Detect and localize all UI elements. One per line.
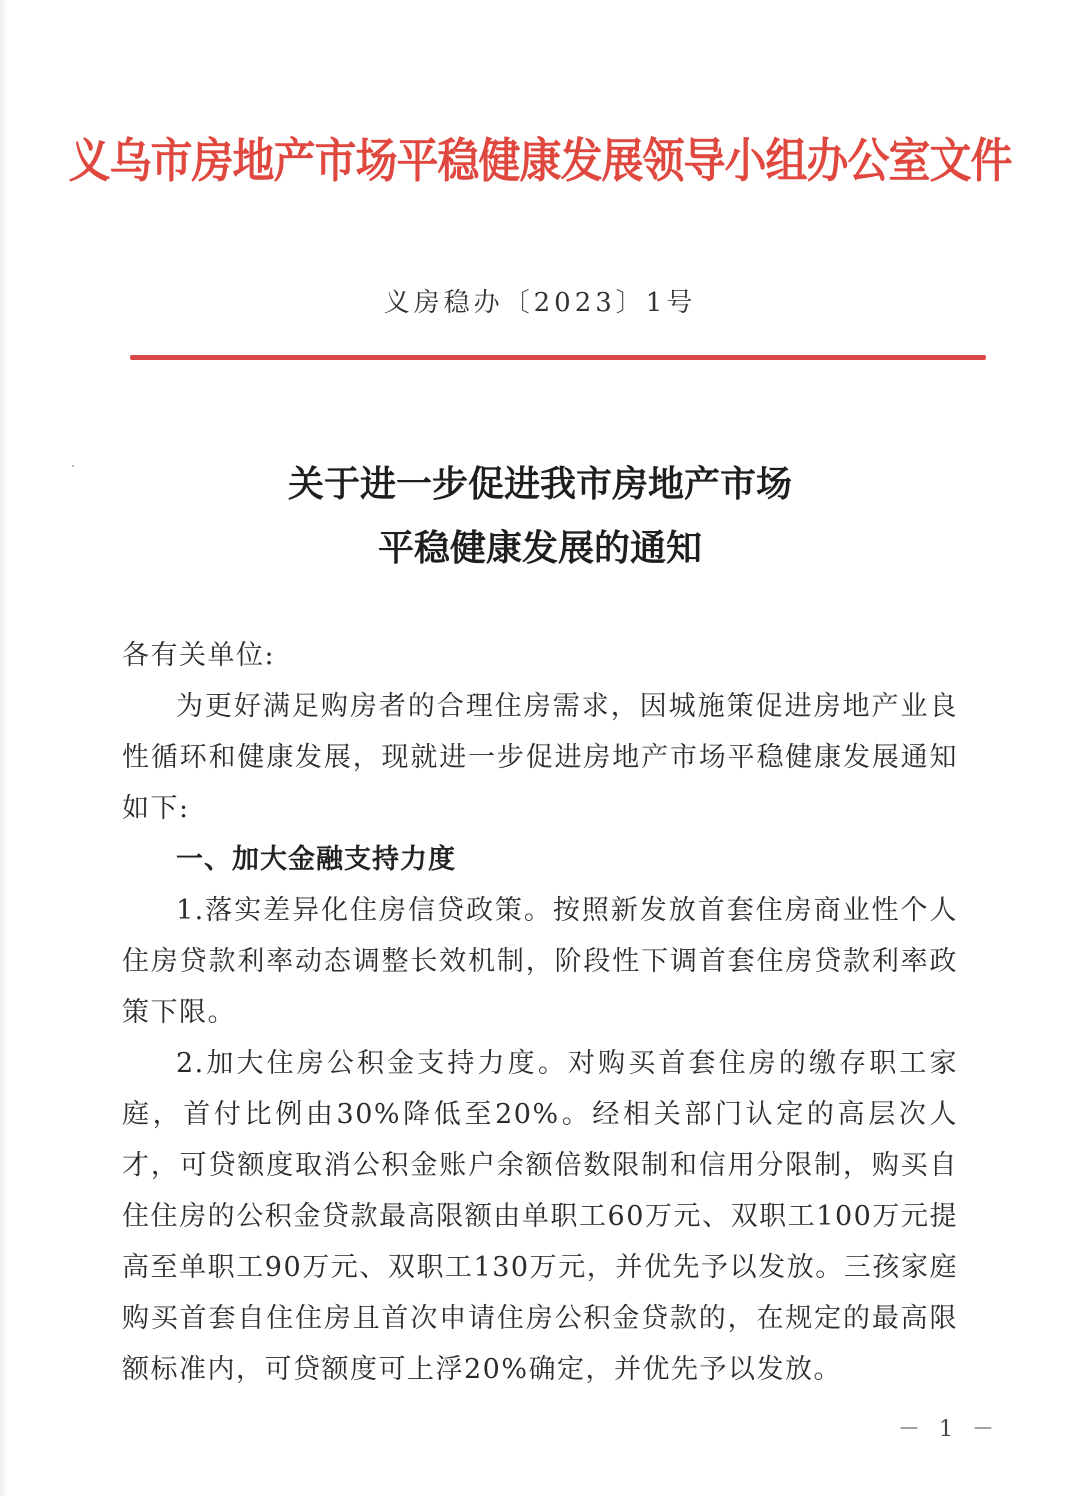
document-body [122,630,958,1395]
policy-item: 1.落实差异化住房信贷政策。按照新发放首套住房商业性个人住房贷款利率动态调整长效机制，阶段性下调首套住房贷款利率政策下限。 [122,895,958,1028]
intro-paragraph: 为更好满足购房者的合理住房需求，因城施策促进房地产业良性循环和健康发展，现就进一步促进房地产市场平稳健康发展通知如下: [122,691,958,824]
section-heading: 一、加大金融支持力度 [176,844,456,875]
issuing-office-header: 义乌市房地产市场平稳健康发展领导小组办公室文件 [68,133,1012,189]
page-edge [0,0,8,1496]
notice-title-line-1: 关于进一步促进我市房地产市场 [287,463,792,505]
page-number: － 1 － [898,1417,1000,1442]
salutation: 各有关单位: [122,640,276,671]
notice-title-line-2: 平稳健康发展的通知 [377,527,702,569]
red-separator-line [130,355,986,360]
notice-title [0,452,1080,580]
policy-item: 2.加大住房公积金支持力度。对购买首套住房的缴存职工家庭，首付比例由30%降低至20%。经相关部门认定的高层次人才，可贷额度取消公积金账户余额倍数限制和信用分限制，购买自住住房的公积金贷款最高限额由单职工60万元、双职工100万元提高至单职工90万元、双职工130万元，并优先予以发放。三孩家庭购买首套自住住房且首次申请住房公积金贷款的，在规定的最高限额标准内，可贷额度可上浮20%确定，并优先予以发放。 [122,1048,958,1385]
document-number: 义房稳办〔2023〕1号 [383,288,697,318]
